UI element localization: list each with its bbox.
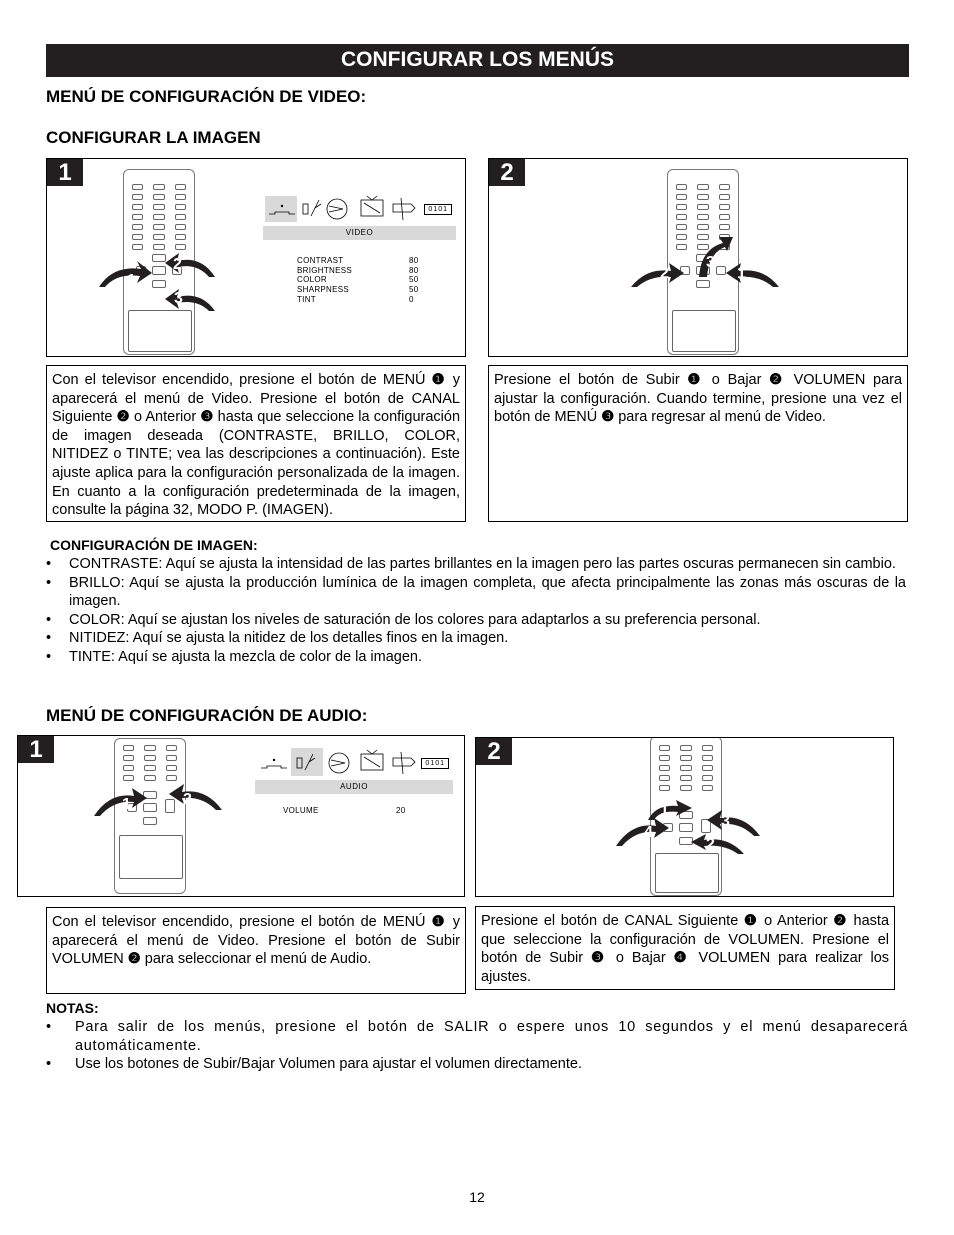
step-badge: 1 bbox=[18, 736, 54, 763]
osd-row-color: COLOR bbox=[297, 275, 327, 284]
callout-number-1: 1 bbox=[122, 796, 131, 813]
osd-code-indicator: 0101 bbox=[421, 758, 449, 769]
list-item: • BRILLO: Aquí se ajusta la producción lumínica de la imagen completa, que afecta principalmente las zonas más oscuras de la imagen. bbox=[46, 574, 906, 611]
video-step2-instructions: Presione el botón de Subir ❶ o Bajar ❷ VOLUMEN para ajustar la configuración. Cuando termine, presione una vez el botón de MENÚ ❸ para regresar al menú de Video. bbox=[488, 365, 908, 522]
channel-down-button bbox=[696, 280, 710, 288]
osd-row-brightness: BRIGHTNESS bbox=[297, 266, 353, 275]
video-subheading: CONFIGURAR LA IMAGEN bbox=[46, 128, 261, 147]
remote-lower-section bbox=[672, 310, 736, 352]
osd-row-contrast: CONTRAST bbox=[297, 256, 344, 265]
callout-arrow-1 bbox=[725, 263, 781, 289]
osd-row-volume: VOLUME bbox=[283, 806, 319, 815]
page-title: CONFIGURAR LOS MENÚS bbox=[46, 44, 909, 77]
channel-down-button bbox=[152, 280, 166, 288]
osd-menu-title: AUDIO bbox=[255, 780, 453, 794]
audio-step1-panel bbox=[17, 735, 465, 897]
remote-button-grid bbox=[659, 745, 713, 791]
audio-step2-panel bbox=[475, 737, 894, 897]
osd-value-tint: 0 bbox=[409, 295, 414, 304]
audio-section-heading: MENÚ DE CONFIGURACIÓN DE AUDIO: bbox=[46, 706, 368, 725]
callout-number-1: 1 bbox=[660, 802, 669, 819]
list-item: • TINTE: Aquí se ajusta la mezcla de color de la imagen. bbox=[46, 648, 906, 667]
osd-value-contrast: 80 bbox=[409, 256, 419, 265]
menu-button bbox=[679, 823, 693, 832]
video-step1-panel bbox=[46, 158, 466, 357]
step-badge: 2 bbox=[489, 159, 525, 186]
audio-step2-instructions: Presione el botón de CANAL Siguiente ❶ o Anterior ❷ hasta que seleccione la configuración de VOLUMEN. Presione el botón de Subir ❸ o Bajar ❹ VOLUMEN para realizar los ajustes. bbox=[475, 906, 895, 990]
channel-down-button bbox=[143, 817, 157, 825]
osd-menu-icons bbox=[255, 748, 425, 776]
image-config-heading: CONFIGURACIÓN DE IMAGEN: bbox=[50, 537, 258, 553]
audio-osd-menu bbox=[255, 748, 453, 848]
callout-arrow-1 bbox=[92, 788, 148, 818]
callout-arrow-4 bbox=[614, 818, 670, 848]
osd-menu-icons bbox=[263, 194, 433, 222]
video-step1-instructions: Con el televisor encendido, presione el botón de MENÚ ❶ y aparecerá el menú de Video. Presione el botón de CANAL Siguiente ❷ o Anterior ❸ hasta que seleccione la configuración de imagen deseada (CONTRASTE, BRILLO, COLOR, NITIDEZ o TINTE; vea las descripciones a continuación). Este ajuste aplica para la configuración personalizada de la imagen. En cuanto a la configuración predeterminada de la imagen, consulte la página 32, MODO P. (IMAGEN). bbox=[46, 365, 466, 522]
callout-arrow-3 bbox=[165, 287, 217, 313]
step-badge: 2 bbox=[476, 738, 512, 765]
notes-list bbox=[46, 1018, 908, 1074]
callout-number-3: 3 bbox=[721, 813, 730, 830]
list-item: • COLOR: Aquí se ajustan los niveles de saturación de los colores para adaptarlos a su preferencia personal. bbox=[46, 611, 906, 630]
callout-number-2: 2 bbox=[660, 265, 669, 282]
osd-value-color: 50 bbox=[409, 275, 419, 284]
osd-code-indicator: 0101 bbox=[424, 204, 452, 215]
callout-number-2: 2 bbox=[173, 256, 182, 273]
osd-value-brightness: 80 bbox=[409, 266, 419, 275]
callout-number-1: 1 bbox=[127, 272, 136, 289]
menu-button bbox=[152, 266, 166, 275]
callout-arrow-1 bbox=[97, 253, 153, 291]
notes-heading: NOTAS: bbox=[46, 1000, 99, 1016]
list-item: • Use los botones de Subir/Bajar Volumen para ajustar el volumen directamente. bbox=[46, 1055, 908, 1074]
step-badge: 1 bbox=[47, 159, 83, 186]
channel-up-button bbox=[152, 254, 166, 262]
callout-number-3: 3 bbox=[174, 290, 183, 307]
audio-step1-instructions: Con el televisor encendido, presione el botón de MENÚ ❶ y aparecerá el menú de Video. Presione el botón de Subir VOLUMEN ❷ para seleccionar el menú de Audio. bbox=[46, 907, 466, 994]
callout-number-4: 4 bbox=[644, 824, 653, 841]
callout-arrow-2 bbox=[629, 263, 685, 289]
osd-value-sharpness: 50 bbox=[409, 285, 419, 294]
osd-value-volume: 20 bbox=[396, 806, 406, 815]
osd-menu-title: VIDEO bbox=[263, 226, 456, 240]
video-section-heading: MENÚ DE CONFIGURACIÓN DE VIDEO: bbox=[46, 87, 367, 106]
remote-lower-section bbox=[128, 310, 192, 352]
remote-button-grid bbox=[123, 745, 177, 781]
callout-number-3: 3 bbox=[706, 254, 715, 271]
list-item: • Para salir de los menús, presione el botón de SALIR o espere unos 10 segundos y el menú desaparecerá automáticamente. bbox=[46, 1018, 908, 1055]
callout-arrow-2 bbox=[168, 784, 224, 812]
callout-number-2: 2 bbox=[706, 836, 715, 853]
list-item: • NITIDEZ: Aquí se ajusta la nitidez de los detalles finos en la imagen. bbox=[46, 629, 906, 648]
remote-button-grid bbox=[132, 184, 186, 250]
remote-lower-section bbox=[655, 853, 719, 893]
callout-number-2: 2 bbox=[183, 791, 192, 808]
remote-lower-section bbox=[119, 835, 183, 879]
callout-arrow-2 bbox=[690, 834, 746, 856]
osd-row-sharpness: SHARPNESS bbox=[297, 285, 350, 294]
list-item: • CONTRASTE: Aquí se ajusta la intensidad de las partes brillantes en la imagen pero las partes oscuras permanecen sin cambio. bbox=[46, 555, 906, 574]
video-step2-panel bbox=[488, 158, 908, 357]
osd-row-tint: TINT bbox=[297, 295, 316, 304]
video-osd-menu bbox=[263, 194, 456, 328]
callout-number-1: 1 bbox=[737, 265, 746, 282]
image-config-list bbox=[46, 555, 906, 666]
page-number: 12 bbox=[469, 1189, 485, 1205]
